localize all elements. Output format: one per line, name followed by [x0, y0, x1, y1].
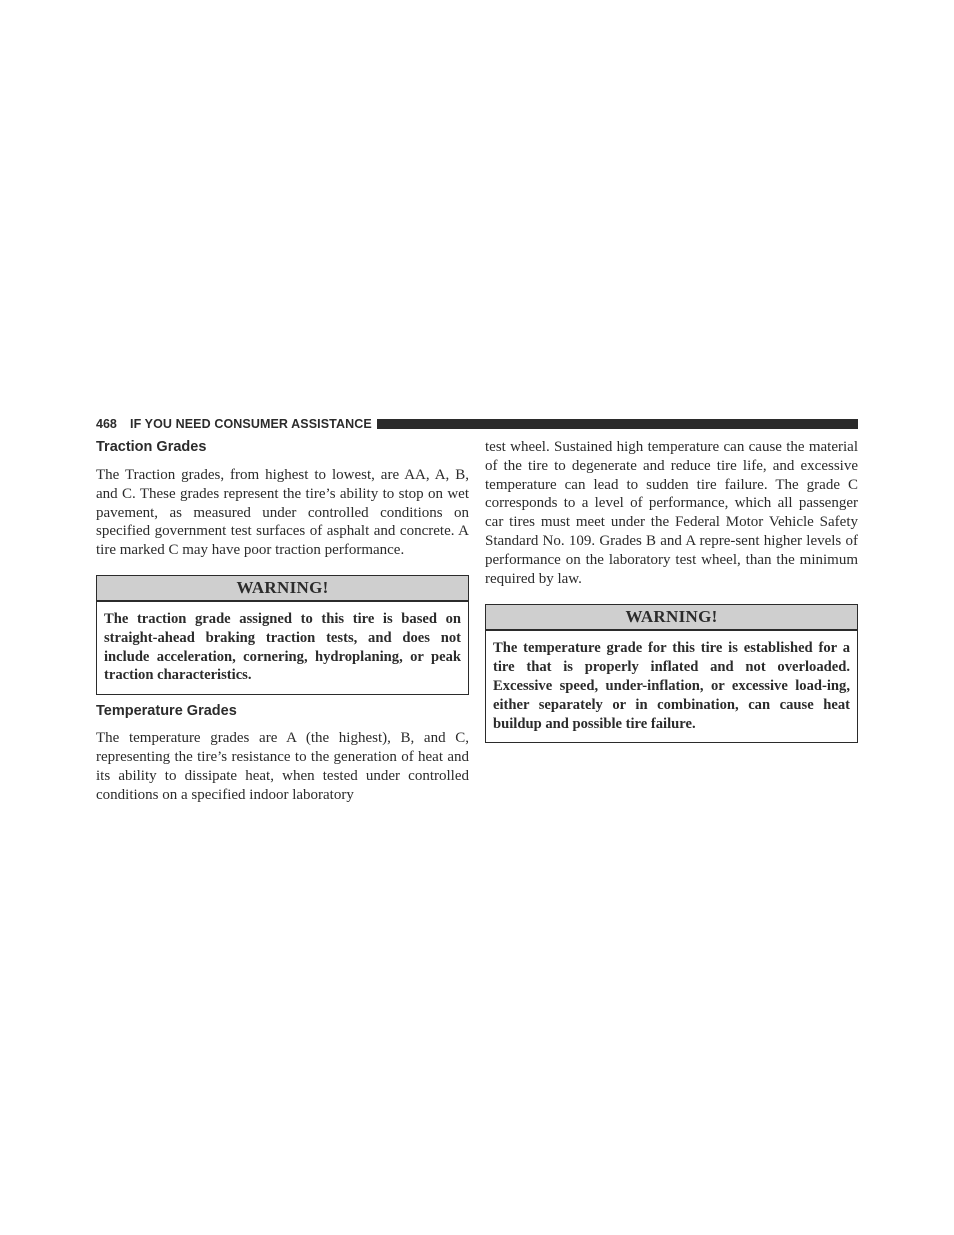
temperature-warning-box: [485, 604, 858, 743]
traction-warning-box: [96, 575, 469, 695]
warning-title: WARNING!: [486, 605, 857, 631]
warning-text: The traction grade assigned to this tire is based on straight-ahead braking traction tests, and does not include acceleration, cornering, hydroplaning, or peak traction characteristics.: [104, 610, 461, 684]
section-title: IF YOU NEED CONSUMER ASSISTANCE: [130, 417, 372, 431]
warning-text: The temperature grade for this tire is established for a tire that is properly inflated and not overloaded. Excessive speed, under-inflation, or excessive load-ing, either separately or in combination, can cause heat buildup and possible tire failure.: [493, 640, 850, 732]
page-header: [96, 417, 858, 431]
page-number: 468: [96, 417, 117, 431]
left-column: [96, 438, 469, 804]
warning-title: WARNING!: [97, 576, 468, 602]
traction-grades-paragraph: The Traction grades, from highest to lowest, are AA, A, B, and C. These grades represent the tire’s ability to stop on wet pavement, as measured under controlled conditions on specified government test surfaces of asphalt and concrete. A tire marked C may have poor traction performance.: [96, 467, 469, 559]
temperature-grades-heading: Temperature Grades: [96, 703, 237, 720]
temperature-grades-paragraph: The temperature grades are A (the highest), B, and C, representing the tire’s resistance to the generation of heat and its ability to dissipate heat, when tested under controlled conditions on a specified indoor laboratory: [96, 730, 469, 803]
header-rule: [377, 419, 858, 429]
temperature-grades-paragraph-continued: test wheel. Sustained high temperature can cause the material of the tire to degenerate and reduce tire life, and excessive temperature can lead to sudden tire failure. The grade C corresponds to a level of performance, which all passenger car tires must meet under the Federal Motor Vehicle Safety Standard No. 109. Grades B and A repre-sent higher levels of performance on the laboratory test wheel, than the minimum required by law.: [485, 439, 858, 587]
traction-grades-heading: Traction Grades: [96, 439, 207, 455]
right-column: [485, 438, 858, 743]
